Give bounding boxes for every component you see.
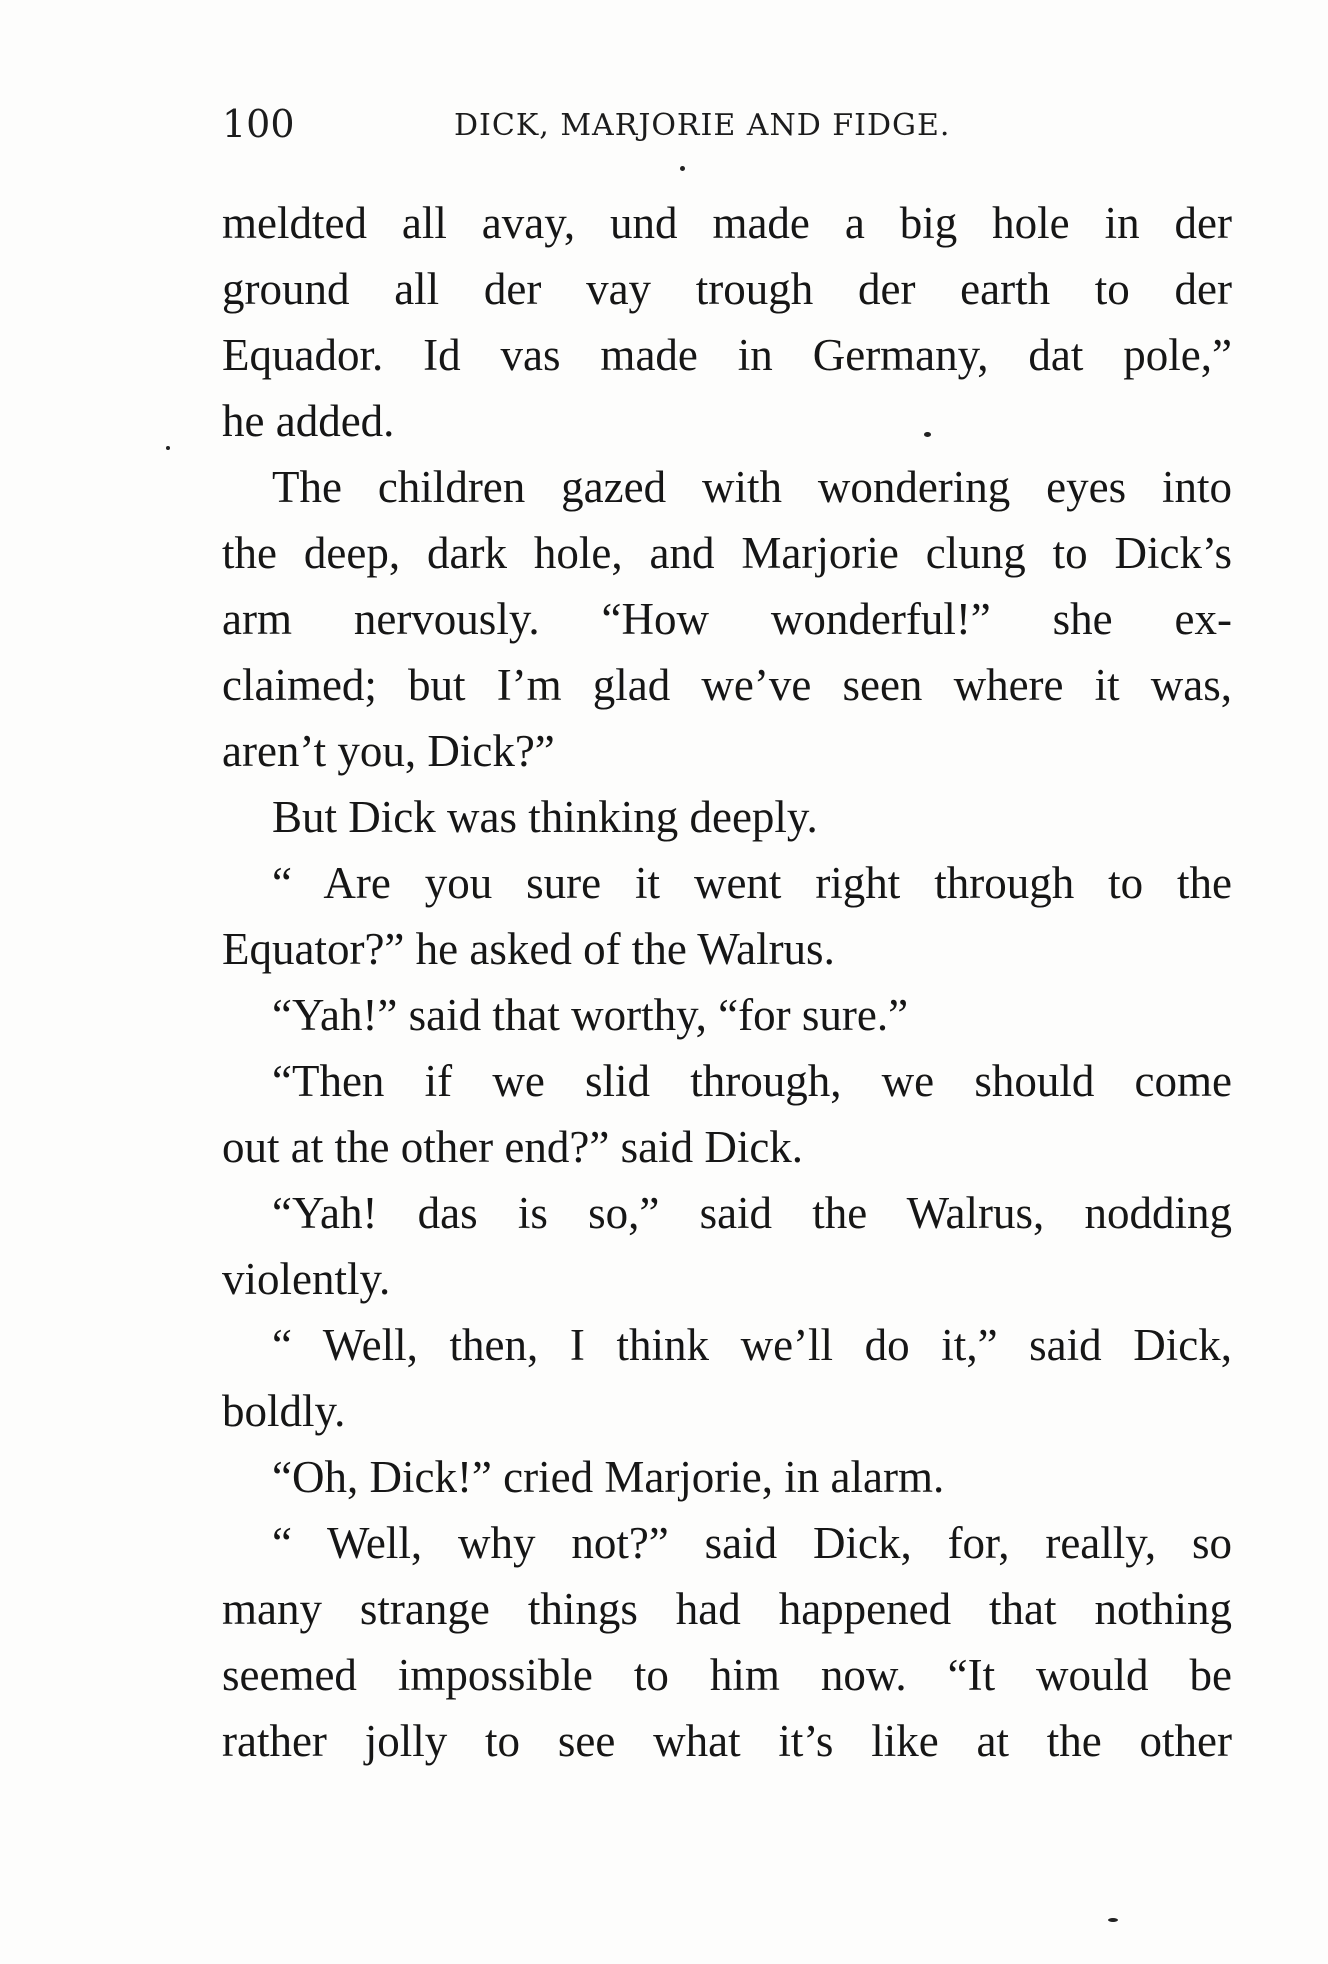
text-line: “Yah!” said that worthy, “for sure.”: [272, 990, 909, 1040]
running-title: DICK, MARJORIE AND FIDGE.: [454, 108, 951, 143]
text-line: the deep, dark hole, and Marjorie clung to Dick’s: [222, 528, 1232, 578]
text-line: seemed impossible to him now. “It would be: [222, 1650, 1232, 1700]
scan-speck: [924, 432, 931, 437]
text-line: “Yah! das is so,” said the Walrus, nodding: [272, 1188, 1232, 1238]
scan-speck: [680, 166, 685, 171]
text-line: violently.: [222, 1254, 391, 1304]
text-line: aren’t you, Dick?”: [222, 726, 555, 776]
text-line: claimed; but I’m glad we’ve seen where it was,: [222, 660, 1232, 710]
text-line: ground all der vay trough der earth to der: [222, 264, 1232, 314]
text-line: boldly.: [222, 1386, 346, 1436]
text-line: “ Are you sure it went right through to the: [272, 858, 1232, 908]
text-line: “Oh, Dick!” cried Marjorie, in alarm.: [272, 1452, 945, 1502]
scan-speck: [1108, 1918, 1118, 1922]
text-line: out at the other end?” said Dick.: [222, 1122, 804, 1172]
page-header: [222, 100, 1232, 148]
scan-speck: [166, 446, 170, 450]
text-line: The children gazed with wondering eyes into: [272, 462, 1232, 512]
text-line: But Dick was thinking deeply.: [272, 792, 818, 842]
text-line: meldted all avay, und made a big hole in der: [222, 198, 1232, 248]
text-line: arm nervously. “How wonderful!” she ex-: [222, 594, 1232, 644]
text-line: “ Well, why not?” said Dick, for, really, so: [272, 1518, 1232, 1568]
text-line: Equator?” he asked of the Walrus.: [222, 924, 835, 974]
text-line: Equador. Id vas made in Germany, dat pole,”: [222, 330, 1232, 380]
page-number: 100: [222, 102, 295, 146]
text-line: he added.: [222, 396, 395, 446]
text-line: rather jolly to see what it’s like at the other: [222, 1716, 1232, 1766]
text-line: “Then if we slid through, we should come: [272, 1056, 1232, 1106]
text-line: “ Well, then, I think we’ll do it,” said Dick,: [272, 1320, 1232, 1370]
body-text: [222, 190, 1232, 1774]
text-line: many strange things had happened that nothing: [222, 1584, 1232, 1634]
